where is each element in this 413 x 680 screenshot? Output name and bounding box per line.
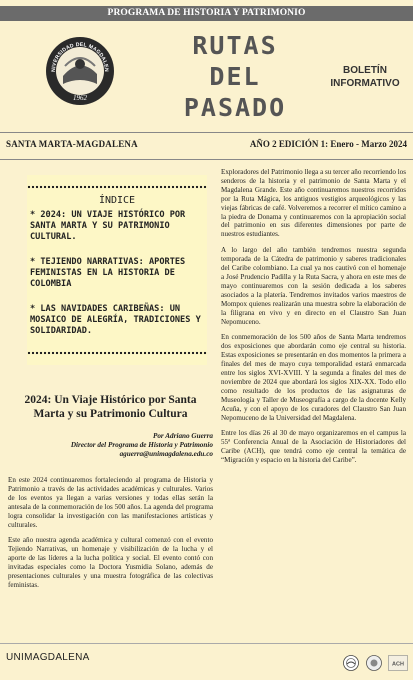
index-dots-bottom bbox=[27, 351, 207, 355]
paragraph: Entre los días 26 al 30 de mayo organizaremos en el campus la 55ª Conferencia Anual de la Asociación de Historiadores del Caribe (ACH), que tendrá como eje central la temática de “Migración y espacio en la historia del Caribe”. bbox=[221, 429, 406, 465]
seal-emblem-icon bbox=[366, 655, 382, 671]
index-item-1: * 2024: UN VIAJE HISTÓRICO POR SANTA MARTA Y SU PATRIMONIO CULTURAL. bbox=[30, 210, 186, 242]
title-line-2: DEL bbox=[209, 62, 261, 91]
header-divider-bottom bbox=[0, 159, 413, 160]
logo-year: 1962 bbox=[73, 94, 87, 102]
program-banner: PROGRAMA DE HISTORIA Y PATRIMONIO bbox=[0, 6, 413, 21]
article-right-column bbox=[221, 168, 406, 472]
bulletin-line-2: INFORMATIVO bbox=[330, 78, 400, 89]
index-dots-top bbox=[27, 185, 207, 189]
footer-divider bbox=[0, 643, 413, 644]
title-line-3: PASADO bbox=[183, 93, 287, 122]
ach-logo-text: ACH bbox=[392, 661, 404, 668]
paragraph: Este año nuestra agenda académica y cultural comenzó con el evento Tejiendo Narrativas, un homenaje y visibilización de la lucha y el aporte de las líderes a la lucha política y social. El evento contó con invitadas especiales como la Doctora Yusmidia Solano, además de presentaciones culturales y una muestra fotográfica de las colectivas feministas. bbox=[8, 536, 213, 589]
paragraph: En este 2024 continuaremos fortaleciendo al programa de Historia y Patrimonio a través de las actividades académicas y culturales. Varios de los eventos ya llegan a varias versiones y todas ellas serán la antesala de la conmemoración de los 500 años. La agenda del programa logra consolidar la investigación con las manifestaciones artísticas y culturales. bbox=[8, 476, 213, 529]
logo-arc-text: NIVERSIDAD DEL MAGDALEN bbox=[50, 41, 110, 73]
index-box bbox=[27, 175, 207, 365]
title-line-1: RUTAS bbox=[192, 31, 278, 60]
university-logo bbox=[45, 36, 115, 106]
paragraph: A lo largo del año también tendremos nuestra segunda temporada de la Cátedra de patrimonio y saberes tradicionales del Caribe colombiano. La cual ya nos cautivó con el homenaje a José Prudencio Padilla y la Ruta Sacra, y ahora en este mes de mayo continuaremos con la sesión dedicada a los saberes asociados a la platería. Tendremos invitados varios maestros de Mompox quienes realizarán una muestra sobre la elaboración de la filigrana en vivo y en directo en el Claustro San Juan Nepomuceno. bbox=[221, 246, 406, 326]
edition-text: AÑO 2 EDICIÓN 1: Enero - Marzo 2024 bbox=[249, 139, 407, 149]
ach-logo-icon bbox=[388, 655, 408, 671]
bulletin-title bbox=[160, 30, 310, 123]
article-title: 2024: Un Viaje Histórico por Santa Marta y su Patrimonio Cultura bbox=[24, 394, 197, 420]
author-email: aguerra@unimagdalena.edu.co bbox=[119, 449, 213, 458]
header-divider-top bbox=[0, 132, 413, 133]
paragraph: En conmemoración de los 500 años de Santa Marta tendremos dos exposiciones que abordarán como eje central su historia. Estas exposiciones se presentarán en dos momentos la primera a finales del mes de mayo cuya temporalidad estará enmarcada entre los siglos XVI-XVIII. Y la segunda a finales del mes de noviembre de 2024 que abordará los siglos XIX-XX. Todo ello como resultado de los productos de las asignaturas de Museología y Taller de Museografía a cargo de la docente Kelly Acuña, y con el apoyo de los curadores del Claustro San Juan Nepomuceno de la Universidad del Magdalena. bbox=[221, 333, 406, 422]
author-name: Por Adriano Guerra bbox=[152, 432, 213, 440]
footer-brand: UNIMAGDALENA bbox=[6, 652, 90, 663]
article-byline bbox=[8, 432, 213, 458]
author-role: Director del Programa de Historia y Patrimonio bbox=[70, 440, 213, 449]
bulletin-subtitle bbox=[325, 64, 405, 90]
bulletin-line-1: BOLETÍN bbox=[343, 65, 387, 76]
location-text: SANTA MARTA-MAGDALENA bbox=[6, 139, 138, 149]
university-seal-icon bbox=[343, 655, 359, 671]
index-heading: ÍNDICE bbox=[98, 195, 136, 206]
index-item-3: * LAS NAVIDADES CARIBEÑAS: UN MOSAICO DE ALEGRÍA, TRADICIONES Y SOLIDARIDAD. bbox=[30, 304, 201, 336]
paragraph: Exploradores del Patrimonio llega a su tercer año recorriendo los senderos de la historia y el patrimonio de Santa Marta y el Magdalena Grande. Este año continuaremos nuestros recorridos por la Ruta Mágica, los antiguos vestigios arqueológicos y las viejas fábricas de café. Volveremos a recorrer el mítico camino a la piedra de Donama y continuaremos con la apropiación social del patrimonio en sus diferentes dimensiones por parte de nuestros estudiantes. bbox=[221, 168, 406, 239]
index-item-2: * TEJIENDO NARRATIVAS: APORTES FEMINISTAS EN LA HISTORIA DE COLOMBIA bbox=[30, 257, 186, 289]
article-left-column bbox=[8, 476, 213, 597]
